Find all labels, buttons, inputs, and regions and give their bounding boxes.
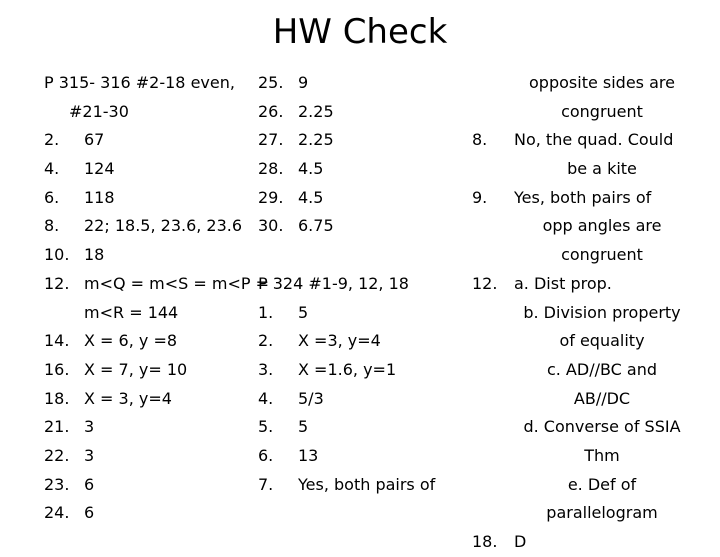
answer-number: 18. xyxy=(472,532,498,551)
spacer-row xyxy=(258,241,458,270)
answer-text: 5 xyxy=(298,417,309,437)
answer-number: 23. xyxy=(44,474,70,494)
answer-number: 28. xyxy=(258,159,284,179)
answer-number: 26. xyxy=(258,101,284,121)
answer-line xyxy=(472,413,712,442)
answer-text: of equality xyxy=(559,331,645,351)
answer-number: 2. xyxy=(44,130,60,150)
answer-text: 2.25 xyxy=(298,130,334,150)
answer-number: 8. xyxy=(472,130,488,150)
answer-text: 124 xyxy=(84,159,115,179)
answer-row xyxy=(258,69,458,98)
answer-text: 18 xyxy=(84,245,105,265)
answer-number: 2. xyxy=(258,331,274,351)
answer-number: 10. xyxy=(44,245,70,265)
answer-row xyxy=(258,356,458,385)
answer-text: X =3, y=4 xyxy=(298,331,381,351)
section-heading-text: P 324 #1-9, 12, 18 xyxy=(258,273,409,293)
answer-text: parallelogram xyxy=(546,503,658,523)
answer-row xyxy=(258,471,458,500)
answer-number: 8. xyxy=(44,216,60,236)
answer-text: X = 7, y= 10 xyxy=(84,359,188,379)
answer-text: 67 xyxy=(84,130,105,150)
answer-number: 3. xyxy=(258,359,274,379)
section-heading xyxy=(258,270,458,299)
answer-row xyxy=(44,212,260,241)
answer-row xyxy=(44,299,260,328)
answer-text: congruent xyxy=(561,245,643,265)
answer-text: Yes, both pairs of xyxy=(298,474,436,494)
answer-text: a. Dist prop. xyxy=(514,273,612,293)
answer-number: 12. xyxy=(472,273,498,293)
answer-row xyxy=(258,413,458,442)
answer-text: 13 xyxy=(298,445,319,465)
answer-row xyxy=(44,327,260,356)
section-heading-line-1: P 315- 316 #2-18 even, xyxy=(44,73,235,92)
answer-number: 12. xyxy=(44,273,70,293)
answer-text: 9 xyxy=(298,73,309,92)
column-3 xyxy=(472,69,712,557)
answer-text: c. AD//BC and xyxy=(546,359,658,379)
answer-line xyxy=(472,270,712,299)
answer-row xyxy=(44,184,260,213)
answer-line xyxy=(472,241,712,270)
column-2 xyxy=(258,69,458,499)
answer-line xyxy=(472,385,712,414)
answer-row xyxy=(44,499,260,528)
answer-text: 6 xyxy=(84,503,95,523)
answer-number: 25. xyxy=(258,73,284,92)
answer-text: m<Q = m<S = m<P = xyxy=(84,273,270,293)
section-heading-line-2: #21-30 xyxy=(69,101,129,121)
answer-row xyxy=(258,327,458,356)
answer-number: 21. xyxy=(44,417,70,437)
answer-text: 3 xyxy=(84,417,95,437)
answer-text: opposite sides are xyxy=(529,73,675,92)
answer-text: AB//DC xyxy=(573,388,631,408)
answer-row xyxy=(44,442,260,471)
answer-text: 4.5 xyxy=(298,187,324,207)
answer-line xyxy=(472,471,712,500)
answer-row xyxy=(44,155,260,184)
answer-text: congruent xyxy=(561,101,643,121)
answer-line xyxy=(472,299,712,328)
answer-number: 29. xyxy=(258,187,284,207)
answer-number: 4. xyxy=(44,159,60,179)
answer-line xyxy=(472,499,712,528)
answer-row xyxy=(258,98,458,127)
answer-row xyxy=(258,184,458,213)
answer-number: 14. xyxy=(44,331,70,351)
answer-text: opp angles are xyxy=(542,216,662,236)
answer-row xyxy=(258,155,458,184)
answer-row xyxy=(44,356,260,385)
answer-line xyxy=(472,212,712,241)
answer-line xyxy=(472,69,712,98)
answer-text: 5 xyxy=(298,302,309,322)
answer-text: Yes, both pairs of xyxy=(514,187,652,207)
answer-number: 1. xyxy=(258,302,274,322)
answer-line xyxy=(472,528,712,557)
answer-row xyxy=(44,270,270,299)
answer-text: m<R = 144 xyxy=(84,302,179,322)
answer-number: 30. xyxy=(258,216,284,236)
answer-row xyxy=(258,442,458,471)
answer-number: 4. xyxy=(258,388,274,408)
answer-number: 27. xyxy=(258,130,284,150)
answer-row xyxy=(258,212,458,241)
answer-text: X = 3, y=4 xyxy=(84,388,172,408)
answer-row xyxy=(44,385,260,414)
answer-number: 5. xyxy=(258,417,274,437)
answer-line xyxy=(472,327,712,356)
answer-line xyxy=(472,98,712,127)
answer-number: 7. xyxy=(258,474,274,494)
answer-text: b. Division property xyxy=(523,302,681,322)
answer-row xyxy=(44,413,260,442)
answer-row xyxy=(258,299,458,328)
answer-text: 2.25 xyxy=(298,101,334,121)
answer-number: 6. xyxy=(258,445,274,465)
answer-number: 22. xyxy=(44,445,70,465)
answer-text: d. Converse of SSIA xyxy=(523,417,681,437)
answer-text: 5/3 xyxy=(298,388,324,408)
answer-line xyxy=(472,356,712,385)
answer-text: 22; 18.5, 23.6, 23.6 xyxy=(84,216,243,236)
answer-text: be a kite xyxy=(567,159,637,179)
answer-line xyxy=(472,184,712,213)
answer-line xyxy=(472,155,712,184)
answer-row xyxy=(44,471,260,500)
section-heading-cont xyxy=(44,98,260,127)
answer-text: 6.75 xyxy=(298,216,334,236)
answer-number: 16. xyxy=(44,359,70,379)
answer-text: 6 xyxy=(84,474,95,494)
answer-text: e. Def of xyxy=(567,474,637,494)
answer-text: 3 xyxy=(84,445,95,465)
answer-text: 118 xyxy=(84,187,115,207)
page-title: HW Check xyxy=(272,12,448,52)
answer-row xyxy=(258,385,458,414)
answer-text: 4.5 xyxy=(298,159,324,179)
answer-number: 9. xyxy=(472,187,488,207)
answer-number: 6. xyxy=(44,187,60,207)
section-heading xyxy=(44,69,260,98)
answer-number: 18. xyxy=(44,388,70,408)
answer-text: No, the quad. Could xyxy=(514,130,674,150)
answer-row xyxy=(258,126,458,155)
answer-number: 24. xyxy=(44,503,70,523)
answer-row xyxy=(44,126,260,155)
answer-row xyxy=(44,241,260,270)
answer-text: X =1.6, y=1 xyxy=(298,359,397,379)
answer-text: Thm xyxy=(584,445,620,465)
answer-line xyxy=(472,442,712,471)
answer-line xyxy=(472,126,712,155)
column-1 xyxy=(44,69,270,528)
answer-text: X = 6, y =8 xyxy=(84,331,178,351)
answer-text: D xyxy=(514,532,527,551)
